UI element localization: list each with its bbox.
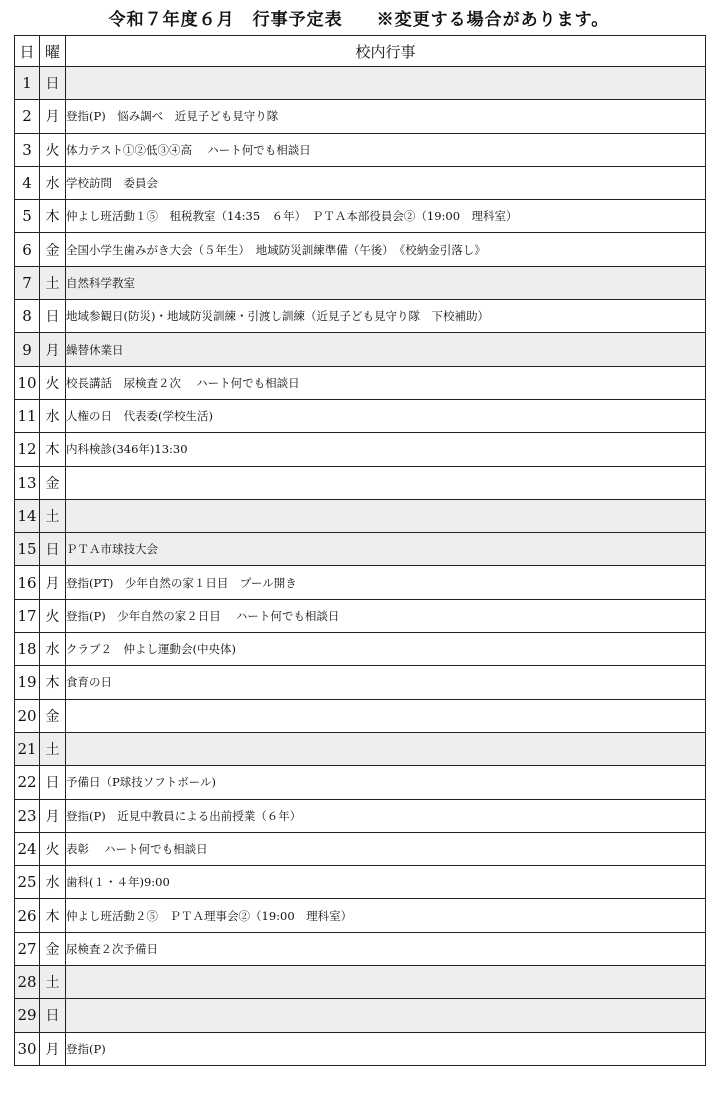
- header-events: 校内行事: [66, 36, 706, 67]
- table-row: [15, 166, 706, 199]
- event-cell: 繰替休業日: [66, 333, 706, 366]
- day-cell: 6: [15, 233, 40, 266]
- title-main: 令和７年度６月 行事予定表: [108, 10, 343, 30]
- event-cell: 仲よし班活動１⑤ 租税教室（14:35 ６年） ＰＴＡ本部役員会②（19:00 理科室）: [66, 200, 706, 233]
- day-cell: 30: [15, 1032, 40, 1065]
- weekday-cell: 水: [40, 166, 66, 199]
- table-row: [15, 333, 706, 366]
- day-cell: 20: [15, 699, 40, 732]
- event-cell: 予備日（P球技ソフトボール): [66, 766, 706, 799]
- event-cell: 地域参観日(防災)・地域防災訓練・引渡し訓練（近見子ども見守り隊 下校補助）: [66, 300, 706, 333]
- table-row: [15, 133, 706, 166]
- weekday-cell: 月: [40, 1032, 66, 1065]
- event-cell: 食育の日: [66, 666, 706, 699]
- weekday-cell: 土: [40, 966, 66, 999]
- table-row: [15, 633, 706, 666]
- day-cell: 10: [15, 366, 40, 399]
- weekday-cell: 金: [40, 699, 66, 732]
- table-row: [15, 399, 706, 432]
- event-cell: [66, 699, 706, 732]
- event-cell: 登指(P) 悩み調べ 近見子ども見守り隊: [66, 100, 706, 133]
- table-row: [15, 666, 706, 699]
- weekday-cell: 月: [40, 799, 66, 832]
- table-row: [15, 699, 706, 732]
- day-cell: 11: [15, 399, 40, 432]
- weekday-cell: 水: [40, 866, 66, 899]
- event-cell: クラブ２ 仲よし運動会(中央体): [66, 633, 706, 666]
- weekday-cell: 月: [40, 333, 66, 366]
- day-cell: 1: [15, 67, 40, 100]
- table-row: [15, 766, 706, 799]
- table-row: [15, 999, 706, 1032]
- weekday-cell: 火: [40, 599, 66, 632]
- weekday-cell: 火: [40, 366, 66, 399]
- table-row: [15, 200, 706, 233]
- header-dow: 曜: [40, 36, 66, 67]
- table-row: [15, 1032, 706, 1065]
- event-cell: 表彰 ハート何でも相談日: [66, 832, 706, 865]
- day-cell: 16: [15, 566, 40, 599]
- weekday-cell: 木: [40, 899, 66, 932]
- weekday-cell: 土: [40, 499, 66, 532]
- weekday-cell: 水: [40, 399, 66, 432]
- day-cell: 22: [15, 766, 40, 799]
- event-cell: [66, 999, 706, 1032]
- table-row: [15, 966, 706, 999]
- schedule-body: [15, 67, 706, 1066]
- table-row: [15, 466, 706, 499]
- weekday-cell: 日: [40, 300, 66, 333]
- day-cell: 29: [15, 999, 40, 1032]
- day-cell: 2: [15, 100, 40, 133]
- weekday-cell: 土: [40, 732, 66, 765]
- event-cell: [66, 499, 706, 532]
- schedule-table: [14, 35, 706, 1066]
- table-row: [15, 266, 706, 299]
- day-cell: 27: [15, 932, 40, 965]
- day-cell: 12: [15, 433, 40, 466]
- day-cell: 25: [15, 866, 40, 899]
- table-row: [15, 499, 706, 532]
- event-cell: 校長講話 尿検査２次 ハート何でも相談日: [66, 366, 706, 399]
- weekday-cell: 金: [40, 466, 66, 499]
- weekday-cell: 木: [40, 666, 66, 699]
- event-cell: 尿検査２次予備日: [66, 932, 706, 965]
- event-cell: 登指(P) 近見中教員による出前授業（６年）: [66, 799, 706, 832]
- weekday-cell: 火: [40, 133, 66, 166]
- table-header-row: [15, 36, 706, 67]
- table-row: [15, 899, 706, 932]
- event-cell: 全国小学生歯みがき大会（５年生） 地域防災訓練準備（午後） 《校納金引落し》: [66, 233, 706, 266]
- day-cell: 23: [15, 799, 40, 832]
- day-cell: 3: [15, 133, 40, 166]
- event-cell: 自然科学教室: [66, 266, 706, 299]
- weekday-cell: 日: [40, 999, 66, 1032]
- weekday-cell: 金: [40, 233, 66, 266]
- event-cell: 登指(PT) 少年自然の家１日目 プール開き: [66, 566, 706, 599]
- event-cell: [66, 466, 706, 499]
- title-note: ※変更する場合があります。: [376, 10, 610, 30]
- event-cell: 学校訪問 委員会: [66, 166, 706, 199]
- table-row: [15, 233, 706, 266]
- table-row: [15, 300, 706, 333]
- weekday-cell: 火: [40, 832, 66, 865]
- event-cell: [66, 966, 706, 999]
- event-cell: 仲よし班活動２⑤ ＰＴＡ理事会②（19:00 理科室）: [66, 899, 706, 932]
- weekday-cell: 土: [40, 266, 66, 299]
- weekday-cell: 月: [40, 100, 66, 133]
- header-day: 日: [15, 36, 40, 67]
- table-row: [15, 366, 706, 399]
- day-cell: 24: [15, 832, 40, 865]
- event-cell: [66, 732, 706, 765]
- weekday-cell: 木: [40, 433, 66, 466]
- event-cell: [66, 67, 706, 100]
- weekday-cell: 木: [40, 200, 66, 233]
- day-cell: 9: [15, 333, 40, 366]
- weekday-cell: 日: [40, 67, 66, 100]
- table-row: [15, 67, 706, 100]
- table-row: [15, 100, 706, 133]
- table-row: [15, 932, 706, 965]
- day-cell: 15: [15, 533, 40, 566]
- page-title: [0, 6, 718, 34]
- event-cell: ＰＴＡ市球技大会: [66, 533, 706, 566]
- table-row: [15, 866, 706, 899]
- day-cell: 21: [15, 732, 40, 765]
- weekday-cell: 金: [40, 932, 66, 965]
- day-cell: 14: [15, 499, 40, 532]
- weekday-cell: 日: [40, 533, 66, 566]
- day-cell: 18: [15, 633, 40, 666]
- day-cell: 5: [15, 200, 40, 233]
- day-cell: 28: [15, 966, 40, 999]
- table-row: [15, 732, 706, 765]
- day-cell: 8: [15, 300, 40, 333]
- day-cell: 4: [15, 166, 40, 199]
- day-cell: 17: [15, 599, 40, 632]
- event-cell: 歯科(１・４年)9:00: [66, 866, 706, 899]
- weekday-cell: 水: [40, 633, 66, 666]
- table-row: [15, 832, 706, 865]
- day-cell: 19: [15, 666, 40, 699]
- table-row: [15, 566, 706, 599]
- event-cell: 登指(P) 少年自然の家２日目 ハート何でも相談日: [66, 599, 706, 632]
- day-cell: 13: [15, 466, 40, 499]
- table-row: [15, 533, 706, 566]
- table-row: [15, 599, 706, 632]
- weekday-cell: 月: [40, 566, 66, 599]
- table-row: [15, 433, 706, 466]
- event-cell: 体力テスト①②低③④高 ハート何でも相談日: [66, 133, 706, 166]
- event-cell: 内科検診(346年)13:30: [66, 433, 706, 466]
- day-cell: 26: [15, 899, 40, 932]
- day-cell: 7: [15, 266, 40, 299]
- table-row: [15, 799, 706, 832]
- event-cell: 人権の日 代表委(学校生活): [66, 399, 706, 432]
- event-cell: 登指(P): [66, 1032, 706, 1065]
- weekday-cell: 日: [40, 766, 66, 799]
